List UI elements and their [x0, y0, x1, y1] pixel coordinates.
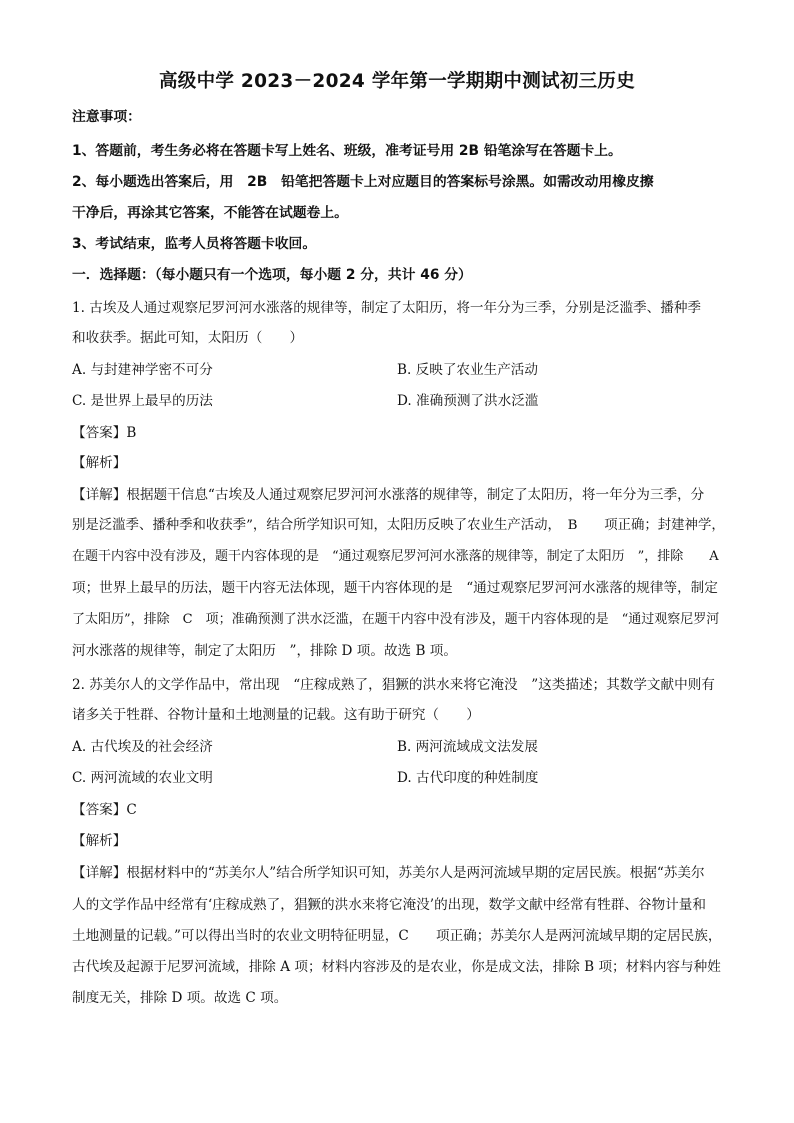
question-2-answer: 【答案】C [72, 802, 137, 818]
question-2-detail-line-2: 人的文学作品中经常有‘庄稼成熟了，猖獗的洪水来将它淹没’的出现，数学文献中经常有牲群、谷物计量和 [72, 897, 706, 913]
question-1-detail-line-5: 了太阳历”，排除 C 项；准确预测了洪水泛滥，在题干内容中没有涉及，题干内容体现的是 “通过观察尼罗河 [72, 612, 720, 627]
question-1-answer: 【答案】B [72, 425, 137, 441]
question-1-option-c: C. 是世界上最早的历法 [72, 393, 213, 409]
question-2-analysis-label: 【解析】 [72, 833, 127, 849]
notice-heading: 注意事项： [72, 109, 141, 125]
question-1-option-d: D. 准确预测了洪水泛滥 [397, 393, 539, 409]
question-2-detail-line-1: 【详解】根据材料中的“苏美尔人”结合所学知识可知，苏美尔人是两河流域早期的定居民族。根据“苏美尔 [72, 865, 705, 881]
question-2-option-d: D. 古代印度的种姓制度 [397, 770, 539, 786]
section-heading: 一．选择题：（每小题只有一个选项，每小题 2 分，共计 46 分） [72, 267, 472, 283]
question-2-option-c: C. 两河流域的农业文明 [72, 770, 213, 786]
question-1-option-b: B. 反映了农业生产活动 [397, 362, 538, 378]
page-title: 高级中学 2023－2024 学年第一学期期中测试初三历史 [158, 71, 636, 92]
question-1-detail-line-1: 【详解】根据题干信息“古埃及人通过观察尼罗河河水涨落的规律等，制定了太阳历，将一年分为三季，分 [72, 487, 705, 503]
question-1-detail-line-4: 项；世界上最早的历法，题干内容无法体现，题干内容体现的是 “通过观察尼罗河河水涨落的规律等，制定 [72, 580, 718, 596]
notice-item-1: 1、答题前，考生务必将在答题卡写上姓名、班级，准考证号用 2B 铅笔涂写在答题卡上。 [72, 143, 622, 159]
question-2-stem-line-1: 2. 苏美尔人的文学作品中，常出现 “庄稼成熟了，猖獗的洪水来将它淹没 ”这类描述；其数学文献中则有 [72, 677, 715, 693]
question-1-stem-line-2: 和收获季。据此可知，太阳历（ ） [72, 330, 304, 346]
notice-item-2-cont: 干净后，再涂其它答案，不能答在试题卷上。 [72, 205, 348, 221]
question-1-option-a: A. 与封建神学密不可分 [72, 362, 213, 378]
question-2-detail-line-4: 古代埃及起源于尼罗河流域，排除 A 项；材料内容涉及的是农业，你是成文法，排除 B 项；材料内容与种姓 [72, 959, 721, 975]
question-1-detail-line-3: 在题干内容中没有涉及，题干内容体现的是 “通过观察尼罗河河水涨落的规律等，制定了太阳历 ”，排除 A [72, 549, 719, 564]
question-2-stem-line-2: 诸多关于牲群、谷物计量和土地测量的记载。这有助于研究（ ） [72, 707, 480, 723]
question-2-detail-line-5: 制度无关，排除 D 项。故选 C 项。 [72, 990, 288, 1006]
question-1-detail-line-6: 河水涨落的规律等，制定了太阳历 ”，排除 D 项。故选 B 项。 [72, 643, 457, 659]
notice-item-3: 3、考试结束，监考人员将答题卡收回。 [72, 236, 317, 252]
notice-item-2: 2、每小题选出答案后，用 2B 铅笔把答题卡上对应题目的答案标号涂黑。如需改动用橡皮擦 [72, 174, 654, 190]
question-1-analysis-label: 【解析】 [72, 455, 127, 471]
question-2-option-a: A. 古代埃及的社会经济 [72, 739, 213, 755]
question-2-option-b: B. 两河流域成文法发展 [397, 739, 538, 755]
question-2-detail-line-3: 土地测量的记载。”可以得出当时的农业文明特征明显，C 项正确；苏美尔人是两河流域早期的定居民族， [72, 928, 722, 944]
question-1-detail-line-2: 别是泛滥季、播种季和收获季”，结合所学知识可知，太阳历反映了农业生产活动， B 项正确；封建神学， [72, 518, 725, 533]
question-1-stem-line-1: 1. 古埃及人通过观察尼罗河河水涨落的规律等，制定了太阳历，将一年分为三季，分别是泛滥季、播种季 [72, 300, 702, 316]
